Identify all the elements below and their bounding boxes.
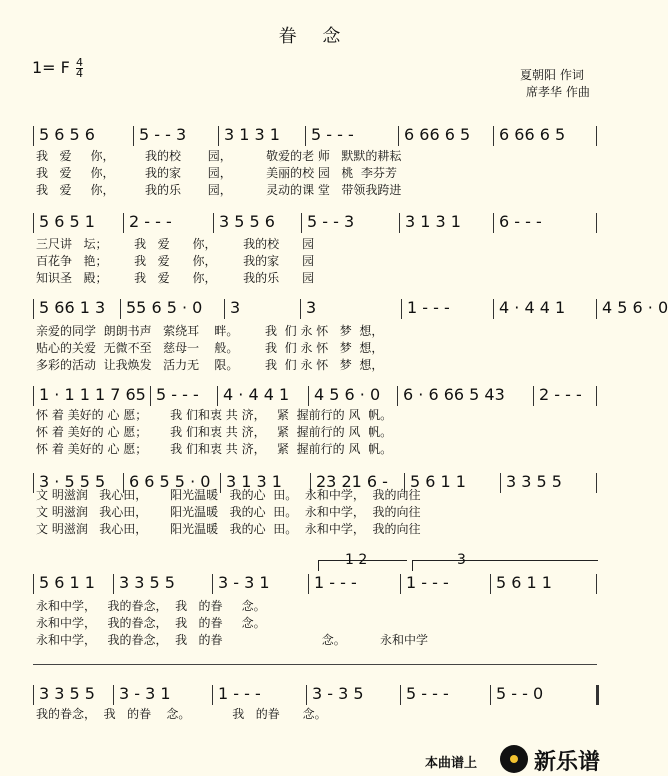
barline [224, 299, 225, 319]
barline [120, 299, 121, 319]
barline [596, 386, 597, 406]
measure-notes: 1 · 1 1 1 7 65 [39, 385, 146, 404]
barline [113, 574, 114, 594]
lyric-line: 多彩的活动 让我焕发 活力无 限。 我 们 永 怀 梦 想， [36, 358, 384, 372]
barline [596, 473, 597, 493]
barline [400, 685, 401, 705]
barline [33, 299, 34, 319]
barline [493, 299, 494, 319]
barline [212, 574, 213, 594]
lyric-line: 怀 着 美好的 心 愿； 我 们和衷 共 济， 紧 握前行的 风 帆。 [36, 425, 393, 439]
barline [113, 685, 114, 705]
barline [218, 126, 219, 146]
barline [33, 574, 34, 594]
measure-notes: 3 3 5 5 [506, 472, 562, 491]
measure-notes: 1 - - - [407, 298, 450, 317]
final-barline [596, 685, 599, 705]
measure-notes: 2 - - - [539, 385, 582, 404]
measure-notes: 5 - - 3 [139, 125, 187, 144]
barline [399, 213, 400, 233]
barline [397, 386, 398, 406]
measure-notes: 5 6 1 1 [410, 472, 466, 491]
measure-notes: 3 - 3 1 [119, 684, 171, 703]
measure-notes: 3 1 3 1 [405, 212, 461, 231]
key-label: 1= F [32, 58, 70, 77]
barline [500, 473, 501, 493]
measure-notes: 3 [230, 298, 241, 317]
measure-notes: 5 6 1 1 [39, 573, 95, 592]
measure-notes: 3 1 3 1 [224, 125, 280, 144]
measure-notes: 3 [306, 298, 317, 317]
lyric-line: 贴心的关爱 无微不至 慈母一 般。 我 们 永 怀 梦 想， [36, 341, 384, 355]
measure-notes: 6 66 6 5 [404, 125, 471, 144]
barline [217, 386, 218, 406]
lyric-line: 永和中学， 我的眷念， 我 的眷 念。 永和中学 [36, 633, 429, 647]
time-signature: $\frac{4}{4}$ [75, 56, 83, 80]
measure-notes: 3 - 3 5 [312, 684, 364, 703]
measure-notes: 3 3 5 5 [119, 573, 175, 592]
measure-notes: 3 · 5 5 5 [39, 472, 106, 491]
lyric-line: 我 爱 你， 我的乐 园， 灵动的课 堂 带领我跨进 [36, 183, 402, 197]
lyric-line: 亲爱的同学 朗朗书声 萦绕耳 畔。 我 们 永 怀 梦 想， [36, 324, 384, 338]
first-ending-label: 1 2 [345, 552, 368, 568]
barline [33, 386, 34, 406]
song-title: 眷 念 [278, 26, 351, 47]
measure-notes: 5 - - - [406, 684, 449, 703]
measure-notes: 5 6 1 1 [496, 573, 552, 592]
measure-notes: 1 - - - [218, 684, 261, 703]
barline [401, 299, 402, 319]
staff-separator [33, 664, 597, 665]
lyric-line: 永和中学， 我的眷念， 我 的眷 念。 [36, 616, 266, 630]
measure-notes: 4 5 6 · 0 [314, 385, 381, 404]
lyric-line: 三尺讲 坛； 我 爱 你， 我的校 园 [36, 237, 315, 251]
measure-notes: 5 - - 0 [496, 684, 544, 703]
lyric-line: 文 明滋润 我心田， 阳光温暖 我的心 田。 永和中学， 我的向往 [36, 522, 421, 536]
lyric-line: 我 爱 你， 我的校 园， 敬爱的老 师 默默的耕耘 [36, 149, 402, 163]
barline [150, 386, 151, 406]
lyric-line: 百花争 艳； 我 爱 你， 我的家 园 [36, 254, 315, 268]
second-ending-label: 3 [457, 552, 466, 568]
barline [212, 685, 213, 705]
barline [133, 126, 134, 146]
lyric-line: 文 明滋润 我心田， 阳光温暖 我的心 田。 永和中学， 我的向往 [36, 505, 421, 519]
measure-notes: 3 3 5 5 [39, 684, 95, 703]
barline [490, 574, 491, 594]
measure-notes: 6 66 6 5 [499, 125, 566, 144]
measure-notes: 3 - 3 1 [218, 573, 270, 592]
barline [533, 386, 534, 406]
measure-notes: 5 - - - [156, 385, 199, 404]
measure-notes: 5 - - - [311, 125, 354, 144]
measure-notes: 5 - - 3 [307, 212, 355, 231]
lyric-line: 文 明滋润 我心田， 阳光温暖 我的心 田。 永和中学， 我的向往 [36, 488, 421, 502]
barline [123, 213, 124, 233]
barline [596, 299, 597, 319]
measure-notes: 55 6 5 · 0 [126, 298, 203, 317]
barline [33, 685, 34, 705]
measure-notes: 1 - - - [314, 573, 357, 592]
measure-notes: 5 6 5 1 [39, 212, 95, 231]
barline [301, 213, 302, 233]
lyric-line: 永和中学， 我的眷念， 我 的眷 念。 [36, 599, 266, 613]
barline [596, 213, 597, 233]
barline [493, 126, 494, 146]
barline [33, 473, 34, 493]
measure-notes: 4 · 4 4 1 [223, 385, 290, 404]
lyric-line: 知识圣 殿； 我 爱 你， 我的乐 园 [36, 271, 315, 285]
measure-notes: 2 - - - [129, 212, 172, 231]
measure-notes: 3 5 5 6 [219, 212, 275, 231]
lyric-line: 我 爱 你， 我的家 园， 美丽的校 园 桃 李芬芳 [36, 166, 397, 180]
barline [596, 574, 597, 594]
lyricist-credit: 夏朝阳 作词 [520, 68, 584, 82]
lyric-line: 怀 着 美好的 心 愿； 我 们和衷 共 济， 紧 握前行的 风 帆。 [36, 442, 393, 456]
barline [308, 386, 309, 406]
barline [596, 126, 597, 146]
barline [490, 685, 491, 705]
site-logo[interactable]: 新乐谱 [534, 750, 601, 775]
footer-label: 本曲谱上 [425, 756, 478, 771]
composer-credit: 席孝华 作曲 [526, 85, 590, 99]
second-ending-bracket [412, 560, 598, 571]
key-signature [32, 58, 83, 79]
music-disc-icon [500, 745, 528, 773]
barline [398, 126, 399, 146]
measure-notes: 5 6 5 6 [39, 125, 95, 144]
barline [213, 213, 214, 233]
measure-notes: 6 · 6 66 5 43 [403, 385, 505, 404]
lyric-line: 我的眷念， 我 的眷 念。 我 的眷 念。 [36, 707, 327, 721]
barline [300, 299, 301, 319]
barline [308, 574, 309, 594]
barline [306, 685, 307, 705]
measure-notes: 6 6 5 5 · 0 [129, 472, 211, 491]
barline [33, 213, 34, 233]
measure-notes: 4 5 6 · 0 [602, 298, 668, 317]
measure-notes: 23 21 6 - [316, 472, 388, 491]
measure-notes: 1 - - - [406, 573, 449, 592]
measure-notes: 5 66 1 3 [39, 298, 106, 317]
lyric-line: 怀 着 美好的 心 愿； 我 们和衷 共 济， 紧 握前行的 风 帆。 [36, 408, 393, 422]
barline [493, 213, 494, 233]
measure-notes: 4 · 4 4 1 [499, 298, 566, 317]
measure-notes: 3 1 3 1 [226, 472, 282, 491]
barline [33, 126, 34, 146]
barline [305, 126, 306, 146]
measure-notes: 6 - - - [499, 212, 542, 231]
barline [400, 574, 401, 594]
